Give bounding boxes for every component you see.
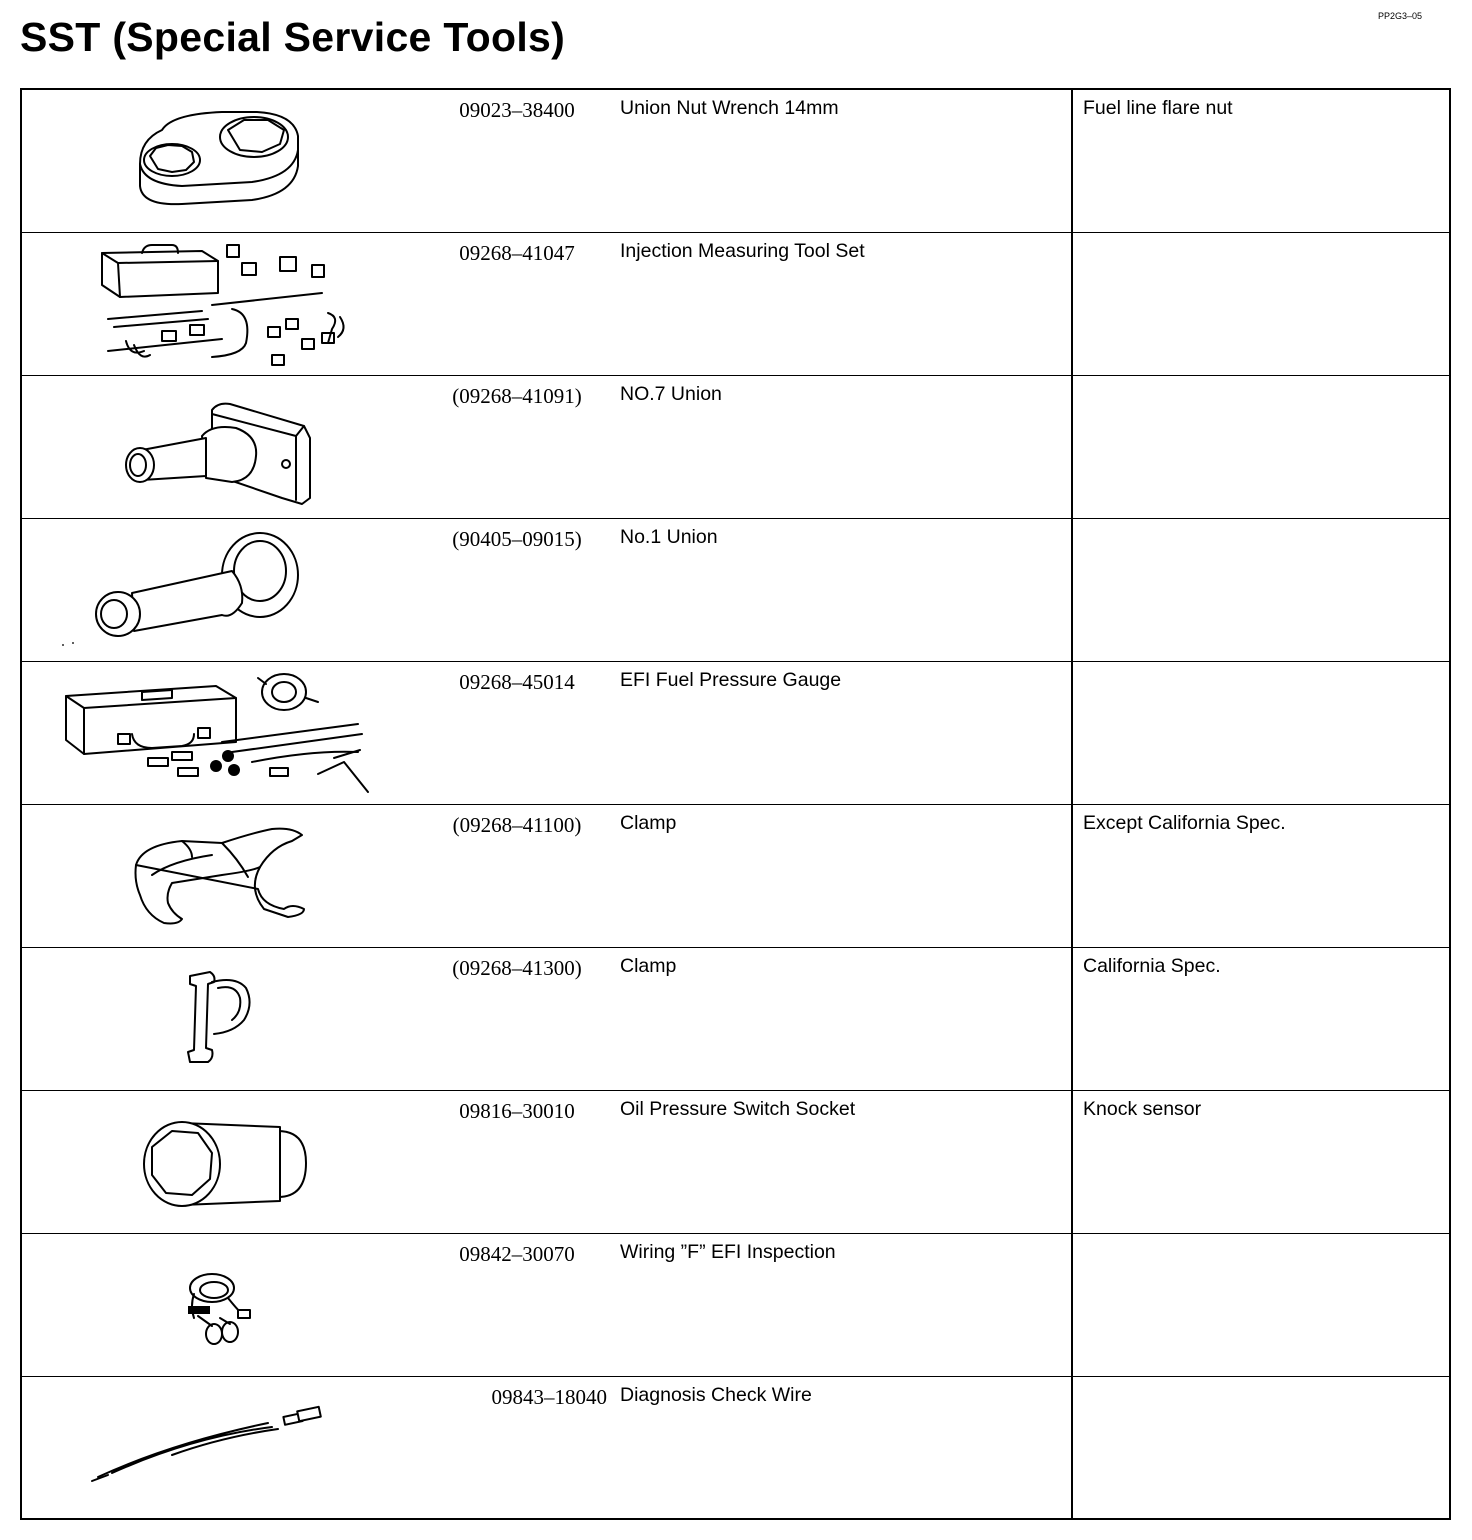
tool-name: Union Nut Wrench 14mm bbox=[620, 97, 839, 119]
note-cell bbox=[1071, 90, 1449, 232]
tool-name: Diagnosis Check Wire bbox=[620, 1384, 812, 1406]
table-row bbox=[22, 519, 1449, 662]
note-cell bbox=[1071, 805, 1449, 947]
eye-union-icon bbox=[22, 519, 427, 661]
socket-icon bbox=[22, 1091, 427, 1233]
note-cell bbox=[1071, 948, 1449, 1090]
table-row bbox=[22, 1091, 1449, 1234]
tool-name: Oil Pressure Switch Socket bbox=[620, 1098, 856, 1120]
table-row bbox=[22, 805, 1449, 948]
union-nut-wrench-icon bbox=[22, 90, 427, 232]
part-number: (90405–09015) bbox=[452, 527, 582, 551]
note-cell bbox=[1071, 233, 1449, 375]
tool-note: California Spec. bbox=[1083, 955, 1221, 977]
part-number: 09843–18040 bbox=[491, 1385, 607, 1409]
note-cell bbox=[1071, 1377, 1449, 1519]
part-number: 09268–45014 bbox=[459, 670, 575, 694]
table-row bbox=[22, 1377, 1449, 1519]
table-row bbox=[22, 90, 1449, 233]
part-number: (09268–41100) bbox=[452, 813, 582, 837]
table-row bbox=[22, 948, 1449, 1091]
pressure-gauge-kit-icon bbox=[22, 662, 427, 804]
note-cell bbox=[1071, 1234, 1449, 1376]
tool-name: Clamp bbox=[620, 812, 677, 834]
part-number: 09023–38400 bbox=[459, 98, 575, 122]
part-number: 09268–41047 bbox=[459, 241, 575, 265]
table-row bbox=[22, 662, 1449, 805]
tool-note: Fuel line flare nut bbox=[1083, 97, 1233, 119]
clamp-small-icon bbox=[22, 948, 427, 1090]
part-number: 09842–30070 bbox=[459, 1242, 575, 1266]
page-code: PP2G3–05 bbox=[1378, 11, 1423, 21]
table-row bbox=[22, 233, 1449, 376]
table-row bbox=[22, 1234, 1449, 1377]
tool-name: No.1 Union bbox=[620, 526, 718, 548]
part-number: 09816–30010 bbox=[459, 1099, 575, 1123]
table-row bbox=[22, 376, 1449, 519]
tool-set-icon bbox=[22, 233, 427, 375]
union-flange-icon bbox=[22, 376, 427, 518]
tool-name: Clamp bbox=[620, 955, 677, 977]
check-wire-icon bbox=[22, 1377, 427, 1519]
note-cell bbox=[1071, 662, 1449, 804]
note-cell bbox=[1071, 1091, 1449, 1233]
tool-note: Knock sensor bbox=[1083, 1098, 1202, 1120]
part-number: (09268–41300) bbox=[452, 956, 582, 980]
clamp-icon bbox=[22, 805, 427, 947]
wiring-harness-icon bbox=[22, 1234, 427, 1376]
tool-name: Injection Measuring Tool Set bbox=[620, 240, 865, 262]
note-cell bbox=[1071, 376, 1449, 518]
note-cell bbox=[1071, 519, 1449, 661]
page-title: SST (Special Service Tools) bbox=[20, 14, 566, 60]
part-number: (09268–41091) bbox=[452, 384, 582, 408]
tool-note: Except California Spec. bbox=[1083, 812, 1286, 834]
tool-name: Wiring ”F” EFI Inspection bbox=[620, 1241, 836, 1263]
sst-table bbox=[20, 88, 1451, 1520]
tool-name: EFI Fuel Pressure Gauge bbox=[620, 669, 842, 691]
tool-name: NO.7 Union bbox=[620, 383, 722, 405]
